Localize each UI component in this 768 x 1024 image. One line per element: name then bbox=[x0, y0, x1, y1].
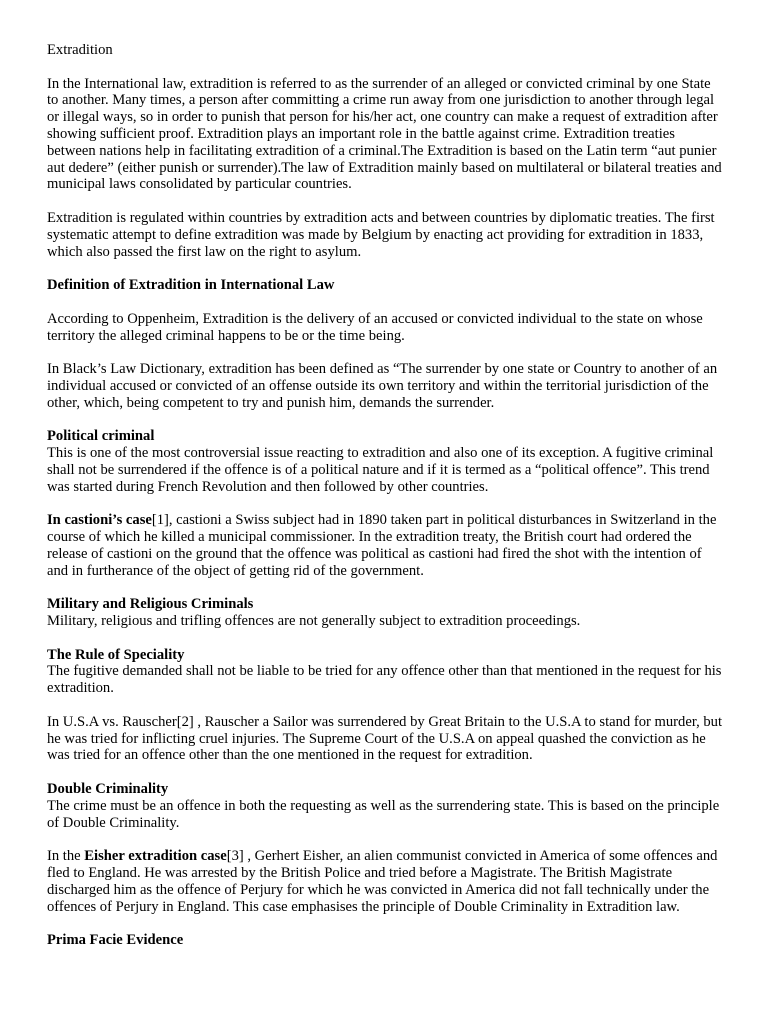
castioni-case-text: [1], castioni a Swiss subject had in 1890 taken part in political disturbances in Switzerland in the course of which he killed a municipal commissioner. In the extradition treaty, the British court had ordered the release of castioni on the ground that the offence was political as castioni had fired the shot with the intention of and in furtherance of the object of getting rid of the government. bbox=[47, 512, 717, 579]
blacks-law-paragraph: In Black’s Law Dictionary, extradition has been defined as “The surrender by one state or Country to another of an individual accused or convicted of an offense outside its own territory and within the territorial jurisdiction of the other, which, being competent to try and punish him, demands the surrender. bbox=[47, 361, 718, 411]
document-title: Extradition bbox=[47, 42, 113, 58]
double-criminality-heading: Double Criminality bbox=[47, 781, 169, 798]
rauscher-case-paragraph: In U.S.A vs. Rauscher[2] , Rauscher a Sailor was surrendered by Great Britain to the U.S.A to stand for murder, but he was tried for inflicting cruel injuries. The Supreme Court of the U.S.A on appeal quashed the conviction as he was tried for an offence other than the one mentioned in the request for extradition. bbox=[47, 713, 723, 764]
speciality-paragraph: The fugitive demanded shall not be liable to be tried for any offence other than that mentioned in the request for his extradition. bbox=[47, 663, 722, 697]
eisher-case-prefix: In the bbox=[47, 848, 85, 865]
intro-paragraph-1: In the International law, extradition is referred to as the surrender of an alleged or convicted criminal by one State to another. Many times, a person after committing a crime run away from one jurisdiction to another through legal or illegal ways, so in order to punish that person for his/her act, one country can make a request of extradition after showing sufficient proof. Extradition plays an important role in the battle against crime. Extradition treaties between nations help in facilitating extradition of a criminal.The Extradition is based on the Latin term “aut punier aut dedere” (either punish or surrender).The law of Extradition mainly based on multilateral or bilateral treaties and municipal laws consolidated by particular countries. bbox=[47, 75, 722, 193]
double-criminality-paragraph: The crime must be an offence in both the requesting as well as the surrendering state. This is based on the principle of Double Criminality. bbox=[47, 797, 720, 831]
castioni-case-name: In castioni’s case bbox=[47, 512, 152, 529]
intro-paragraph-2: Extradition is regulated within countries by extradition acts and between countries by diplomatic treaties. The first systematic attempt to define extradition was made by Belgium by enacting act providing for extradition in 1833, which also passed the first law on the right to asylum. bbox=[47, 209, 715, 260]
prima-facie-heading: Prima Facie Evidence bbox=[47, 932, 184, 949]
political-criminal-heading: Political criminal bbox=[47, 428, 155, 445]
castioni-case-paragraph bbox=[47, 512, 723, 579]
oppenheim-paragraph: According to Oppenheim, Extradition is the delivery of an accused or convicted individual to the state on whose territory the alleged criminal happens to be or the time being. bbox=[47, 310, 703, 344]
eisher-case-name: Eisher extradition case bbox=[84, 848, 227, 865]
military-heading: Military and Religious Criminals bbox=[47, 596, 254, 613]
political-criminal-paragraph: This is one of the most controversial issue reacting to extradition and also one of its exception. A fugitive criminal shall not be surrendered if the offence is of a political nature and if it is termed as a “political offence”. This trend was started during French Revolution and then followed by other countries. bbox=[47, 445, 714, 495]
speciality-heading: The Rule of Speciality bbox=[47, 646, 185, 663]
definition-heading: Definition of Extradition in International Law bbox=[47, 277, 335, 294]
eisher-case-text: [3] , Gerhert Eisher, an alien communist convicted in America of some offences and fled to England. He was arrested by the British Police and tried before a Magistrate. The British Magistrate discharged him as the offence of Perjury for which he was convicted in America did not fall technically under the offences of Perjury in England. This case emphasises the principle of Double Criminality in Extradition law. bbox=[47, 848, 718, 915]
military-paragraph: Military, religious and trifling offences are not generally subject to extradition proceedings. bbox=[47, 613, 581, 630]
eisher-case-paragraph bbox=[47, 848, 723, 915]
document-page bbox=[47, 42, 723, 949]
